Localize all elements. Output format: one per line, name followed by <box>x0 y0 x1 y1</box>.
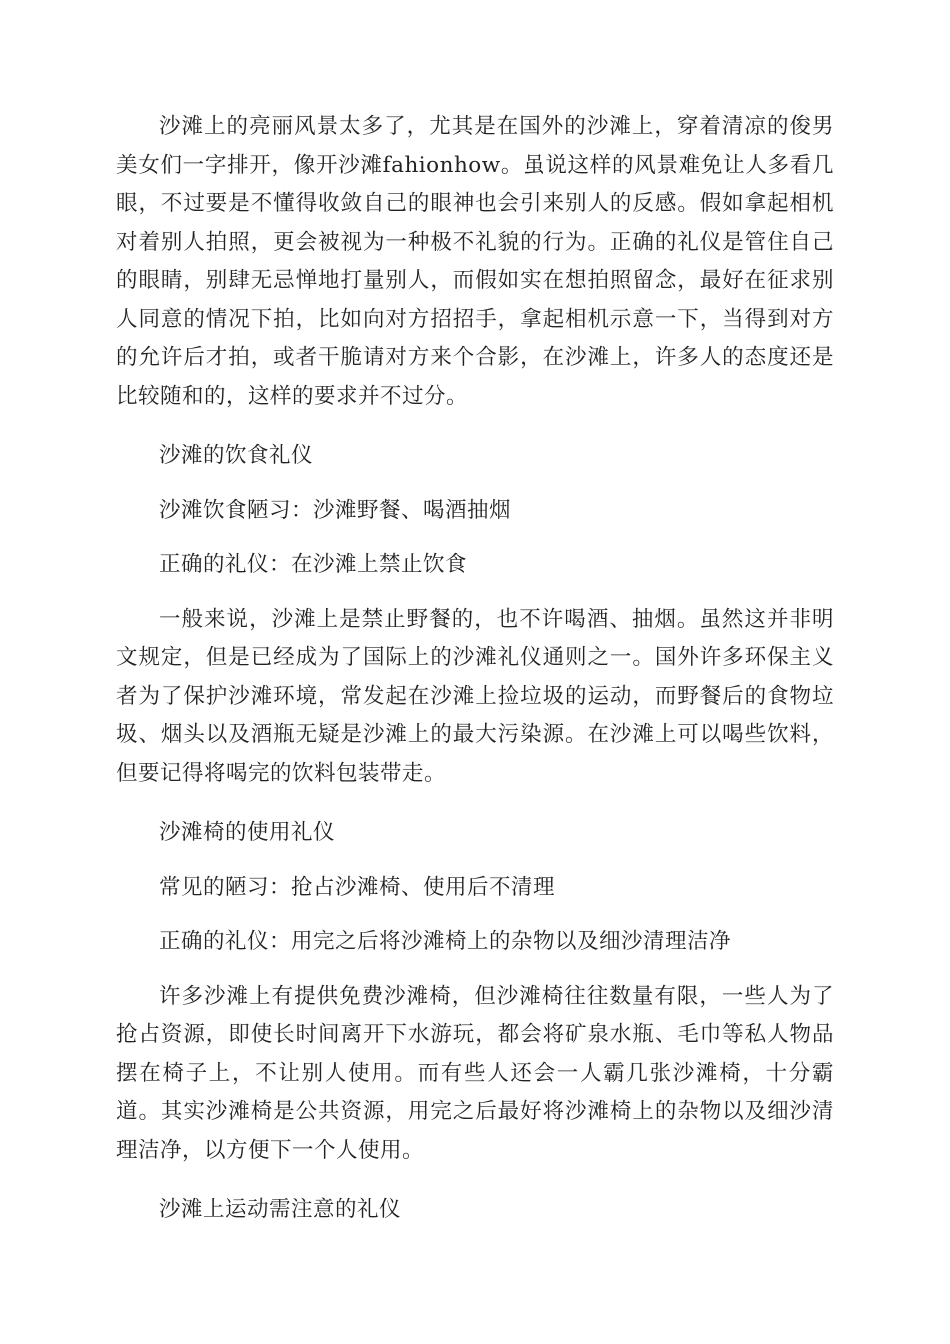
section-heading-sports: 沙滩上运动需注意的礼仪 <box>159 1197 402 1222</box>
document-body <box>116 108 834 1246</box>
paragraph-sightseeing-etiquette: 沙滩上的亮丽风景太多了，尤其是在国外的沙滩上，穿着清凉的俊男美女们一字排开，像开沙滩fahionhow。虽说这样的风景难免让人多看几眼，不过要是不懂得收敛自己的眼神也会引来别人的反感。假如拿起相机对着别人拍照，更会被视为一种极不礼貌的行为。正确的礼仪是管住自己的眼睛，别肆无忌惮地打量别人，而假如实在想拍照留念，最好在征求别人同意的情况下拍，比如向对方招招手，拿起相机示意一下，当得到对方的允许后才拍，或者干脆请对方来个合影，在沙滩上，许多人的态度还是比较随和的，这样的要求并不过分。 <box>116 114 834 409</box>
beach-chair-bad-habits: 常见的陋习：抢占沙滩椅、使用后不清理 <box>159 874 556 900</box>
paragraph-beach-chair-etiquette: 许多沙滩上有提供免费沙滩椅，但沙滩椅往往数量有限，一些人为了抢占资源，即使长时间离开下水游玩，都会将矿泉水瓶、毛巾等私人物品摆在椅子上，不让别人使用。而有些人还会一人霸几张沙滩椅，十分霸道。其实沙滩椅是公共资源，用完之后最好将沙滩椅上的杂物以及细沙清理洁净，以方便下一个人使用。 <box>116 983 834 1163</box>
paragraph-dining-etiquette: 一般来说，沙滩上是禁止野餐的，也不许喝酒、抽烟。虽然这并非明文规定，但是已经成为了国际上的沙滩礼仪通则之一。国外许多环保主义者为了保护沙滩环境，常发起在沙滩上捡垃圾的运动，而野餐后的食物垃圾、烟头以及酒瓶无疑是沙滩上的最大污染源。在沙滩上可以喝些饮料，但要记得将喝完的饮料包装带走。 <box>116 606 834 786</box>
dining-bad-habits: 沙滩饮食陋习：沙滩野餐、喝酒抽烟 <box>159 497 512 523</box>
dining-correct-etiquette: 正确的礼仪：在沙滩上禁止饮食 <box>159 552 468 577</box>
section-heading-beach-chair: 沙滩椅的使用礼仪 <box>159 820 336 845</box>
section-heading-dining: 沙滩的饮食礼仪 <box>159 443 314 468</box>
beach-chair-correct-etiquette: 正确的礼仪：用完之后将沙滩椅上的杂物以及细沙清理洁净 <box>159 929 732 954</box>
